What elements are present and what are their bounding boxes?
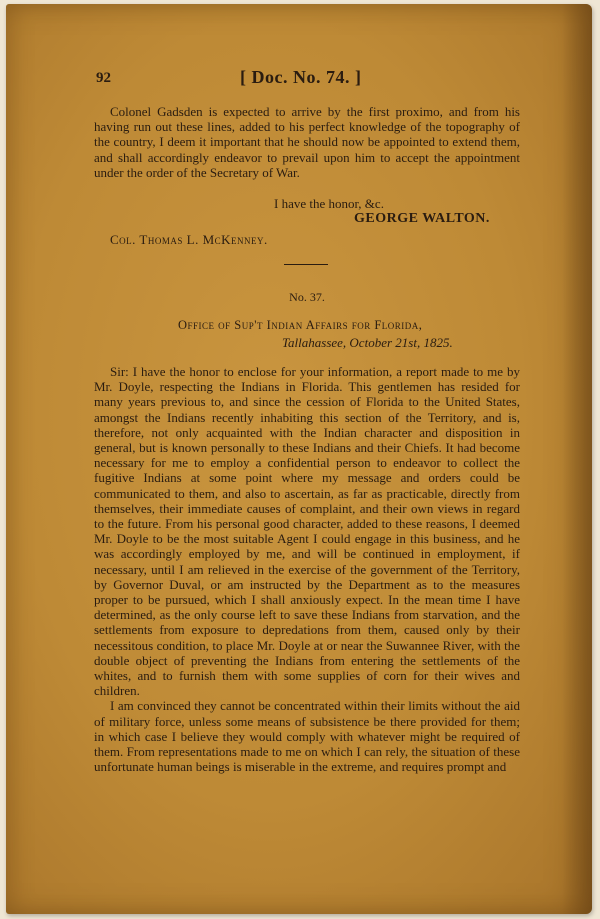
- letter1-signature: GEORGE WALTON.: [354, 211, 490, 226]
- section-divider: [284, 264, 328, 265]
- document-page: [6, 4, 592, 914]
- letter2-place-date: Tallahassee, October 21st, 1825.: [282, 335, 453, 350]
- letter2-body: [94, 364, 520, 774]
- letter1-body: [94, 104, 520, 180]
- letter2-office: Office of Sup't Indian Affairs for Florida,: [178, 318, 423, 332]
- letter2-number: No. 37.: [289, 290, 325, 304]
- page-header: [92, 66, 532, 96]
- letter1-addressee: Col. Thomas L. McKenney.: [110, 232, 268, 247]
- letter2-paragraph-2: I am convinced they cannot be concentrated within their limits without the aid of military force, unless some means of subsistence be there provided for them; in which case I believe they would comply with whatever might be required of them. From representations made to me on which I can rely, the situation of these unfortunate human beings is miserable in the extreme, and requires prompt and: [94, 698, 520, 775]
- doc-number-label: [ Doc. No. 74. ]: [240, 67, 362, 87]
- letter1-paragraph: Colonel Gadsden is expected to arrive by the first proximo, and from his having run out these lines, added to his perfect knowledge of the topography of the country, I deem it important that he should now be appointed to extend them, and shall accordingly endeavor to prevail upon him to accept the appointment under the order of the Secretary of War.: [94, 104, 520, 180]
- page-spine-shadow: [562, 4, 592, 914]
- page-number: 92: [96, 70, 111, 86]
- letter1-closing: I have the honor, &c.: [274, 196, 384, 211]
- letter2-paragraph-1: Sir: I have the honor to enclose for your information, a report made to me by Mr. Doyle, respecting the Indians in Florida. This gentlemen has resided for many years previous to, and since the cession of Florida to the United States, amongst the Indians recently inhabiting this section of the Territory, and is, therefore, not only acquainted with the Indian character and disposition in general, but is known personally to these Indians and their Chiefs. It had become necessary for me to employ a confidential person to endeavor to collect the fugitive Indians at some point where my message and orders could be communicated to them, and also to ascertain, as far as practicable, directly from themselves, their immediate causes of complaint, and their own views in regard to the future. From his personal good character, added to these reasons, I deemed Mr. Doyle to be the most suitable Agent I could engage in this business, and he was accordingly employed by me, and will be continued in employment, if necessary, until I am relieved in the exercise of the government of the Territory, by Governor Duval, or am instructed by the Department as to the measures proper to be pursued, which I shall anxiously expect. In the mean time I have determined, as the only course left to save these Indians from starvation, and the settlements from exposure to depredations from them, caused only by their necessitous condition, to place Mr. Doyle at or near the Suwannee River, with the double object of preventing the Indians from entering the settlements of the whites, and to furnish them with some supplies of corn for their wives and children.: [94, 364, 520, 699]
